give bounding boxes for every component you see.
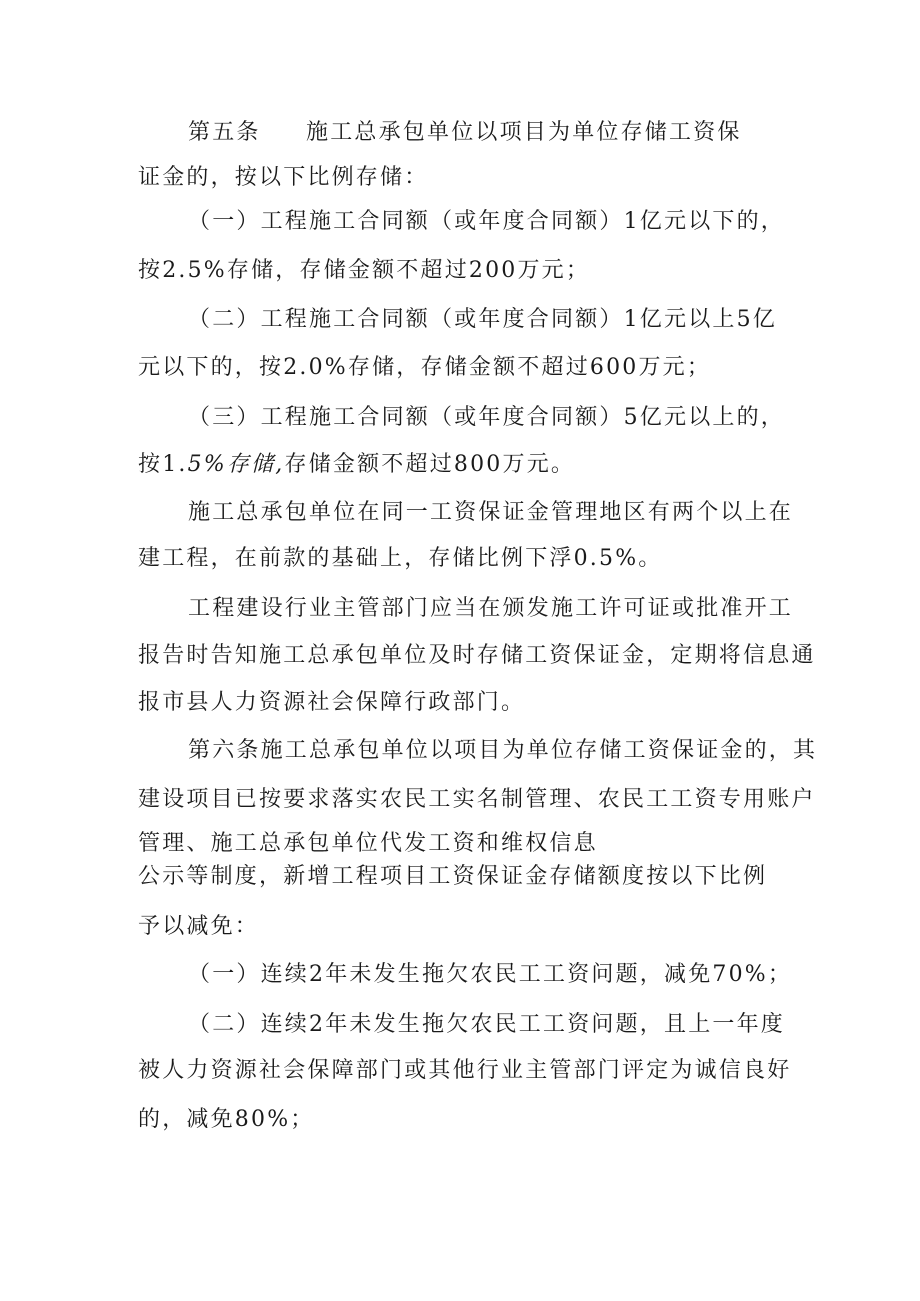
- para-dept-line2: 报告时告知施工总承包单位及时存储工资保证金，定期将信息通: [138, 643, 816, 668]
- article6-line5: 予以减免：: [138, 914, 260, 939]
- article6-item1: （一）连续2年未发生拖欠农民工工资问题，减免70%；: [188, 962, 793, 987]
- para-dept-line3: 报市县人力资源社会保障行政部门。: [138, 690, 526, 715]
- article5-item3-line2: [138, 450, 575, 480]
- article6-item2-line2: 被人力资源社会保障部门或其他行业主管部门评定为诚信良好: [138, 1058, 792, 1083]
- item3-line2-prefix: 按1.: [138, 452, 188, 477]
- article5-item3-line1: （三）工程施工合同额（或年度合同额）5亿元以上的，: [188, 405, 785, 430]
- item3-line2-italic: 5%存储,: [187, 452, 285, 477]
- article6-line3: 管理、施工总承包单位代发工资和维权信息: [138, 831, 598, 856]
- article6-line1: 第六条施工总承包单位以项目为单位存储工资保证金的，其: [188, 738, 818, 763]
- article5-intro-part2: 证金的，按以下比例存储：: [138, 165, 429, 190]
- article5-item1-line2: 按2.5%存储，存储金额不超过200万元；: [138, 258, 591, 283]
- article6-item2-line1: （二）连续2年未发生拖欠农民工工资问题，且上一年度: [188, 1012, 785, 1037]
- para-multi-line1: 施工总承包单位在同一工资保证金管理地区有两个以上在: [188, 500, 794, 525]
- article6-item2-line3: 的，减免80%；: [138, 1107, 315, 1132]
- para-dept-line1: 工程建设行业主管部门应当在颁发施工许可证或批准开工: [188, 596, 794, 621]
- article6-line2: 建设项目已按要求落实农民工实名制管理、农民工工资专用账户: [138, 787, 816, 812]
- para-multi-line2: 建工程，在前款的基础上，存储比例下浮0.5%。: [138, 546, 663, 571]
- article5-intro-part1: 施工总承包单位以项目为单位存储工资保: [306, 120, 742, 145]
- article5-item1-line1: （一）工程施工合同额（或年度合同额）1亿元以下的，: [188, 209, 785, 234]
- article5-heading: 第五条: [188, 120, 261, 145]
- article5-item2-line1: （二）工程施工合同额（或年度合同额）1亿元以上5亿: [188, 307, 777, 332]
- article5-item2-line2: 元以下的，按2.0%存储，存储金额不超过600万元；: [138, 355, 712, 380]
- article6-line4: 公示等制度，新增工程项目工资保证金存储额度按以下比例: [138, 864, 768, 889]
- item3-line2-suffix: 存储金额不超过800万元。: [284, 452, 576, 477]
